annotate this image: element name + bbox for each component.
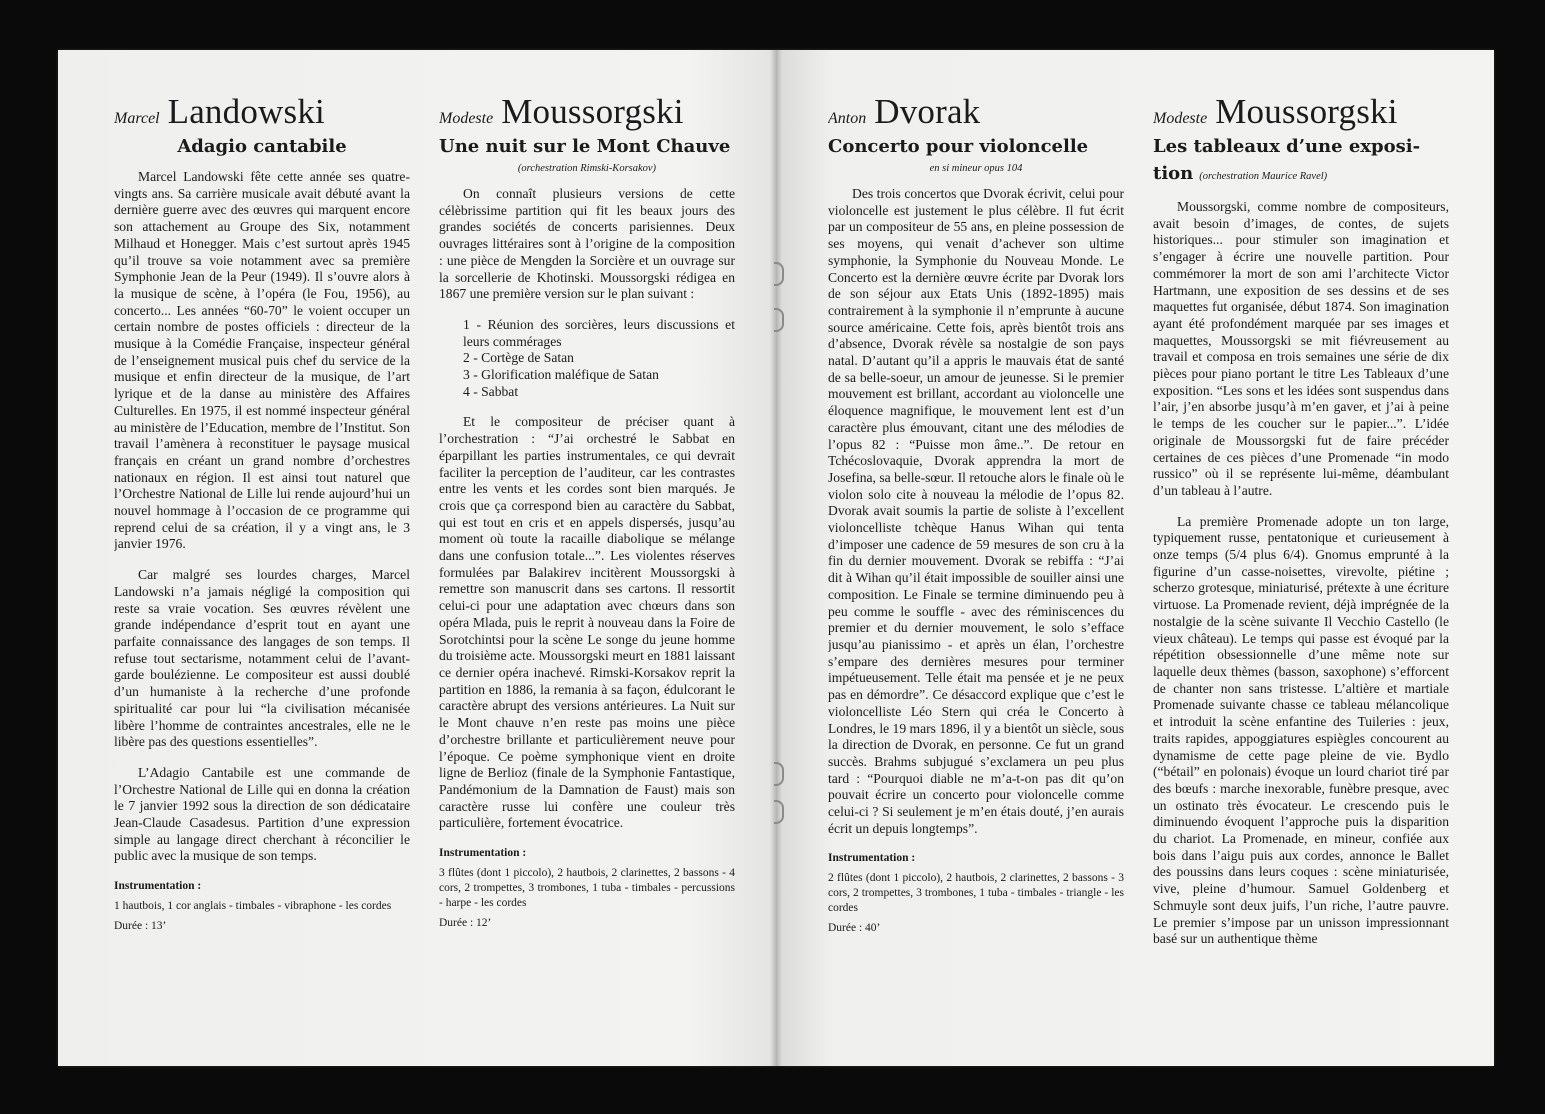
paragraph: Moussorgski, comme nombre de compositeurs, avait besoin d’images, de contes, de sujets historiques... pour stimuler son imagination et s’engager à écrire une nouvelle partition. Pour commémorer la mort de son ami l’architecte Victor Hartmann, une exposition de ses dessins et de ses maquettes fut organisée, début 1874. Son imagination ayant été profondément marquée par ses images et maquettes, Moussorgski se mit fiévreusement au travail et composa en trois semaines une série de dix pièces pour piano portant le titre Les Tableaux d’une exposition. “Les sons et les idées sont suspendus dans l’air, j’en absorbe jusqu’à m’en gaver, et j’ai à peine le temps de les coucher sur le papier...”. L’idée originale de Moussorgski fut de faire précéder certaines de ces pièces d’une Promenade “in modo russico” où il se représente lui-même, déambulant d’un tableau à l’autre.: [1153, 199, 1449, 498]
work-subtitle: (orchestration Maurice Ravel): [1199, 171, 1328, 182]
duration: Durée : 13’: [114, 920, 167, 933]
right-page: [776, 50, 1494, 1066]
column-landowski: [114, 92, 410, 1052]
staple: [774, 262, 784, 286]
paragraph: Des trois concertos que Dvorak écrivit, celui pour violoncelle est justement le plus célèbre. Il fut écrit par un compositeur de 55 ans, en pleine possession de ses moyens, qui venait d’achever son ultime symphonie, la Symphonie du Nouveau Monde. Le Concerto est la dernière œuvre écrite par Dvorak lors de son séjour aux Etats Unis (1892-1895) mais contrairement à la symphonie il n’emprunte à aucune source américaine. Cette fois, après bientôt trois ans d’absence, Dvorak révèle sa nostalgie de son pays natal. D’autant qu’il a appris le mauvais état de santé de sa belle-soeur, un amour de jeunesse. Si le premier mouvement est brillant, accordant au violoncelle une éloquence magnifique, le mouvement lent est d’un caractère plus émouvant, citant une des mélodies de l’opus 82 : “Puisse mon âme..”. De retour en Tchécoslovaquie, Dvorak apprendra la mort de Josefina, sa belle-sœur. Il retouche alors le finale où le violon solo cite à nouveau la mélodie de l’opus 82. Dvorak avait soumis la partie de soliste à l’excellent violoncelliste tchèque Hanus Wihan qui tenta d’imposer une cadence de 59 mesures de son cru à la fin du dernier mouvement. Dvorak se rebiffa : “J’ai dit à Wihan qu’il était impossible de souiller ainsi une composition. Le Finale se termine diminuendo peu à peu comme le souffle - avec des réminiscences du premier et du dernier mouvement, le solo s’efface jusqu’au pianissimo - et après un élan, l’orchestre s’empare des dernières mesures pour terminer impétueusement. Telle était ma pensée et je ne peux pas en démordre”. Ce désaccord explique que c’est le violoncelliste Léo Stern qui créa le Concerto à Londres, le 19 mars 1896, il y a bientôt un siècle, sous la direction de Dvorak, en personne. Ce fut un grand succès. Brahms subjugué s’exclamera un peu plus tard : “Pourquoi diable ne m’a-t-on pas dit qu’on pouvait écrire un concerto pour violoncelle comme celui-ci ? Si seulement je m’en étais douté, j’en aurais écrit un depuis longtemps”.: [828, 186, 1124, 836]
instrumentation-title: Instrumentation :: [828, 852, 916, 865]
list-item: 1 - Réunion des sorcières, leurs discussions et leurs commérages: [463, 316, 735, 349]
instrumentation-text: 3 flûtes (dont 1 piccolo), 2 hautbois, 2 clarinettes, 2 bassons - 4 cors, 2 trompettes, 3 trombones, 1 tuba - timbales - percussions - harpe - les cordes: [439, 867, 735, 910]
instrumentation-text: 2 flûtes (dont 1 piccolo), 2 hautbois, 2 clarinettes, 2 bassons - 3 cors, 2 trompettes, 3 trombones, 1 tuba - timbales - triangle - les cordes: [828, 872, 1124, 915]
composer-first-name: Marcel: [114, 110, 160, 127]
composer-last-name: Moussorgski: [501, 92, 684, 131]
staple: [774, 308, 784, 332]
work-title-line-1: Les tableaux d’une exposi-: [1153, 136, 1421, 157]
instrumentation-title: Instrumentation :: [114, 880, 202, 893]
article-body: [439, 186, 735, 832]
column-dvorak: [828, 92, 1124, 1052]
list-item: 4 - Sabbat: [463, 383, 519, 399]
composer-first-name: Modeste: [439, 110, 494, 127]
work-title-continuation: tion: [1153, 163, 1194, 184]
work-title: Une nuit sur le Mont Chauve: [439, 136, 731, 157]
composer-last-name: Moussorgski: [1215, 92, 1398, 131]
instrumentation-text: 1 hautbois, 1 cor anglais - timbales - vibraphone - les cordes: [114, 900, 392, 913]
left-page: [58, 50, 776, 1066]
composer-heading: [439, 92, 735, 132]
staple: [774, 800, 784, 824]
article-body: [1153, 199, 1449, 948]
paragraph: Marcel Landowski fête cette année ses quatre-vingts ans. Sa carrière musicale avait débuté avant la dernière guerre avec des œuvres qui marquent encore son attachement au Groupe des Six, notamment Milhaud et Honegger. Mais c’est surtout après 1945 qu’il trouve sa voie notamment avec sa première Symphonie Jean de la Peur (1949). Il s’ouvre alors à la musique de scène, à l’opéra (le Fou, 1956), au concerto... Les années “60-70” le voient occuper un certain nombre de postes officiels : directeur de la musique à la Comédie Française, inspecteur général de l’enseignement musical puis chef du service de la musique et enfin directeur de la musique, de l’art lyrique et de la danse au ministère des Affaires Culturelles. En 1975, il est nommé inspecteur général au ministère de l’Education, membre de l’Institut. Son travail l’amènera à reconstituer le paysage musical français en créant un grand nombre d’orchestres nationaux en région. Il est ainsi tout naturel que l’Orchestre National de Lille lui rende aujourd’hui un nouvel hommage à l’occasion de ce programme qui reprend celui de sa création, il y a vingt ans, le 3 janvier 1976.: [114, 169, 410, 552]
paragraph: La première Promenade adopte un ton large, typiquement russe, pentatonique et curieusement à onze temps (5/4 plus 6/4). Gnomus emprunté à la figurine d’un casse-noisettes, virevolte, piétine ; scherzo grotesque, miniaturisé, prétexte à une écriture virtuose. La Promenade revient, déjà imprégnée de la nostalgie de la scène suivante Il Vecchio Castello (le vieux château). Le temps qui passe est évoqué par la répétition obsessionnelle d’une même note sur laquelle deux thèmes (basson, saxophone) s’efforcent de chanter non sans tristesse. L’altière et martiale Promenade suivante chasse ce tableau mélancolique et introduit la scène enfantine des Tuileries : jeux, traits rapides, appoggiatures espiègles concourent au dynamisme de cette page pleine de vie. Bydlo (“bétail” en polonais) évoque un lourd chariot tiré par des bœufs : marche inexorable, funèbre presque, avec un ostinato très évocateur. Le crescendo puis le diminuendo évoquent l’approche puis la disparition du chariot. La Promenade, en mineur, confiée aux bois dans l’aigu puis aux cordes, annonce le Ballet des poussins dans leurs coques : scène miniaturisée, vive, pleine d’humour. Samuel Goldenberg et Schmuyle sont deux juifs, l’un riche, l’autre pauvre. Le premier s’impose par un unisson impressionnant basé sur un authentique thème: [1153, 513, 1449, 947]
composer-first-name: Anton: [828, 110, 867, 127]
center-fold: [770, 50, 782, 1066]
duration: Durée : 12’: [439, 917, 492, 930]
instrumentation-title: Instrumentation :: [439, 847, 527, 860]
work-title-line-2: [1153, 161, 1449, 189]
composer-first-name: Modeste: [1153, 110, 1208, 127]
article-body: [828, 186, 1124, 837]
list-item: 3 - Glorification maléfique de Satan: [463, 367, 659, 383]
composer-heading: [828, 92, 1124, 132]
paragraph: L’Adagio Cantabile est une commande de l’Orchestre National de Lille qui en donna la création le 7 janvier 1992 sous la direction de son dédicataire Jean-Claude Casadesus. Partition d’une expression simple au langage direct cherchant à réconcilier le public avec la musique de son temps.: [114, 764, 410, 864]
duration: Durée : 40’: [828, 922, 881, 935]
composer-last-name: Landowski: [167, 92, 325, 131]
paragraph: Et le compositeur de préciser quant à l’orchestration : “J’ai orchestré le Sabbat en éparpillant les parties instrumentales, ce qui devrait faciliter la perception de l’auditeur, car les contrastes entre les vents et les cordes sont bien marqués. Je crois que ça correspond bien au caractère du Sabbat, qui est tout en cris et en appels dispersés, jusqu’au moment où toute la racaille diabolique se mélange dans une confusion totale...”. Les violentes réserves formulées par Balakirev incitèrent Moussorgski à remettre son manuscrit dans ses cartons. Il ressortit celui-ci pour une adaptation avec chœurs dans son opéra Mlada, puis le reprit à nouveau dans la Foire de Sorotchintsi pour la scène Le songe du jeune homme du troisième acte. Moussorgski meurt en 1881 laissant ce dernier opéra inachevé. Rimski-Korsakov reprit la partition en 1886, la remania à sa façon, édulcorant le caractère abrupt des versions antérieures. La Nuit sur le Mont chauve n’en reste pas moins une pièce d’orchestre brillante et particulièrement neuve pour l’époque. Ce poème symphonique vient en droite ligne de Berlioz (finale de la Symphonie Fantastique, Pandémonium de la Damnation de Faust) mais son caractère russe lui confère une couleur très particulière, fortement évocatrice.: [439, 414, 735, 831]
work-title: Adagio cantabile: [177, 136, 347, 157]
paragraph: On connaît plusieurs versions de cette célèbrissime partition qui fit les beaux jours des grandes sociétés de concerts parisiennes. Deux ouvrages littéraires sont à l’origine de la composition : une pièce de Mengden la Sorcière et un ouvrage sur la sorcellerie de Khotinski. Moussorgski rédigea en 1867 une première version sur le plan suivant :: [439, 186, 735, 302]
work-subtitle: (orchestration Rimski-Korsakov): [517, 163, 657, 174]
plan-list: [439, 317, 735, 401]
list-item: 2 - Cortège de Satan: [463, 350, 574, 366]
paragraph: Car malgré ses lourdes charges, Marcel Landowski n’a jamais négligé la composition qui reste sa vraie vocation. Ses œuvres révèlent une grande indépendance d’esprit tout en ayant une parfaite connaissance des langages de son temps. Il refuse tout sectarisme, notamment celui de l’avant-garde boulézienne. Le compositeur est aussi doublé d’un humaniste à la recherche d’une profonde spiritualité car pour lui “la civilisation mécanisée libère l’homme de contraintes ancestrales, elle ne le libère pas des questions essentielles”.: [114, 567, 410, 750]
article-body: [114, 169, 410, 865]
work-subtitle: en si mineur opus 104: [929, 163, 1023, 174]
column-moussorgski-tableaux: [1153, 92, 1449, 1052]
composer-heading: [114, 92, 410, 132]
column-moussorgski-mont-chauve: [439, 92, 735, 1052]
work-title: Concerto pour violoncelle: [828, 136, 1089, 157]
composer-last-name: Dvorak: [874, 92, 981, 131]
composer-heading: [1153, 92, 1449, 132]
staple: [774, 762, 784, 786]
booklet-spread: [58, 50, 1494, 1066]
